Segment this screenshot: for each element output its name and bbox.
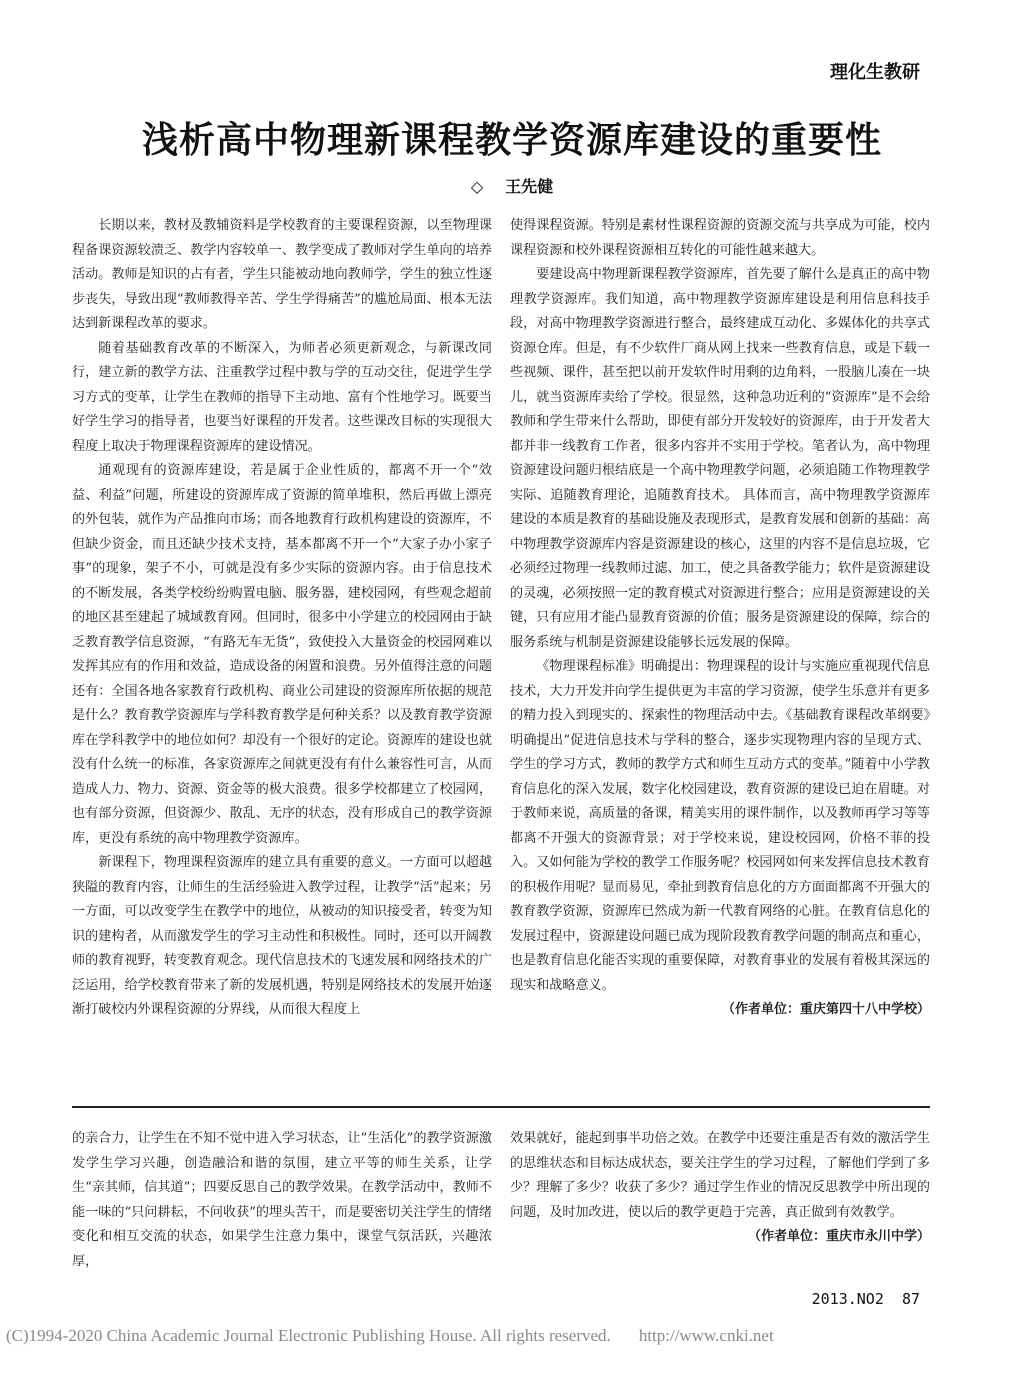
paragraph: 效果就好，能起到事半功倍之效。在教学中还要注重是否有效的激活学生的思维状态和目标达成状态，要关注学生的学习过程，了解他们学到了多少？理解了多少？收获了多少？通过学生作业的情况反思教学中所出现的问题，及时加改进，使以后的教学更趋于完善，真正做到有效教学。	[510, 1131, 930, 1220]
author-affiliation: （作者单位：重庆第四十八中学校）	[721, 1002, 930, 1017]
author-name: 王先健	[505, 177, 554, 196]
paragraph: 要建设高中物理新课程教学资源库，首先要了解什么是真正的高中物理教学资源库。我们知道，高中物理教学资源库建设是利用信息科技手段，对高中物理教学资源进行整合，最终建成互动化、多媒体化的共享式资源仓库。但是，有不少软件厂商从网上找来一些教育信息，或是下载一些视频、课件，甚至把以前开发软件时用剩的边角料，一股脑儿凑在一块儿，就当资源库卖给了学校。很显然，这种急功近利的“资源库”是不会给教师和学生带来什么帮助，即使有部分开发较好的资源库，由于开发者大都并非一线教育工作者，很多内容并不实用于学校。笔者认为，高中物理资源建设问题归根结底是一个高中物理教学问题，必须追随工作物理教学实际、追随教育理论，追随教育技术。 具体而言，高中物理教学资源库建设的本质是教育的基础设施及表现形式，是教育发展和创新的基础：高中物理教学资源库内容是资源建设的核心，这里的内容不是信息垃圾，它必须经过物理一线教师过滤、加工，使之具备教学能力；软件是资源建设的灵魂，必须按照一定的教育模式对资源进行整合；应用是资源建设的关键，只有应用才能凸显教育资源的价值；服务是资源建设的保障，综合的服务系统与机制是资源建设能够长远发展的保障。	[510, 267, 930, 650]
author-affiliation: （作者单位：重庆市永川中学）	[747, 1229, 930, 1244]
page-number: 87	[901, 1290, 920, 1308]
article-title: 浅析高中物理新课程教学资源库建设的重要性	[141, 120, 882, 161]
prev-article-column-right	[510, 1127, 930, 1250]
paragraph: 随着基础教育改革的不断深入，为师者必须更新观念，与新课改同行，建立新的教学方法、注重教学过程中教与学的互动交往，促进学生学习方式的变革，让学生在教师的指导下主动地、富有个性地学习。既要当好学生学习的指导者，也要当好课程的开发者。这些课改目标的实现很大程度上取决于物理课程资源库的建设情况。	[72, 340, 492, 454]
paragraph: 新课程下，物理课程资源库的建立具有重要的意义。一方面可以超越狭隘的教育内容，让师生的生活经验进入教学过程，让教学“活”起来；另一方面，可以改变学生在教学中的地位，从被动的知识接受者，转变为知识的建构者，从而激发学生的学习主动性和积极性。同时，还可以开阔教师的教育视野，转变教育观念。现代信息技术的飞速发展和网络技术的广泛运用，给学校教育带来了新的发展机遇，特别是网络技术的发展开始逐渐打破校内外课程资源的分界线，从而很大程度上	[72, 855, 492, 1017]
article-column-left	[72, 214, 492, 1023]
paragraph: 长期以来，教材及教辅资料是学校教育的主要课程资源，以至物理课程备课资源较溃乏、教学内容较单一、教学变成了教师对学生单向的培养活动。教师是知识的占有者，学生只能被动地向教师学，学生的独立性逐步丧失，导致出现“教师教得辛苦、学生学得痛苦”的尴尬局面、根本无法达到新课程改革的要求。	[72, 218, 492, 331]
section-divider	[72, 1106, 930, 1108]
section-tag: 理化生教研	[830, 62, 920, 83]
paragraph: 使得课程资源。特别是素材性课程资源的资源交流与共享成为可能，校内课程资源和校外课程资源相互转化的可能性越来越大。	[510, 218, 930, 258]
issue-number: 2013.NO2	[811, 1290, 884, 1308]
copyright-watermark	[6, 1326, 774, 1346]
copyright-text: (C)1994-2020 China Academic Journal Electronic Publishing House. All rights reserved.	[6, 1326, 611, 1345]
diamond-icon: ◇	[470, 177, 484, 196]
paragraph: 通观现有的资源库建设，若是属于企业性质的，都离不开一个“效益、利益”问题，所建设的资源库成了资源的简单堆积，然后再做上漂亮的外包装，就作为产品推向市场；而各地教育行政机构建设的资源库，不但缺少资金，而且还缺少技术支持，基本都离不开一个“大家子办小家子事”的现象，架子不小，可就是没有多少实际的资源内容。由于信息技术的不断发展，各类学校纷纷购置电脑、服务器，建校园网，有些观念超前的地区甚至建起了城域教育网。但同时，很多中小学建立的校园网由于缺乏教育教学信息资源，“有路无车无货”，致使投入大量资金的校园网难以发挥其应有的作用和效益，造成设备的闲置和浪费。另外值得注意的问题还有：全国各地各家教育行政机构、商业公司建设的资源库所依据的规范是什么？教育教学资源库与学科教育教学是何种关系？以及教育教学资源库在学科教学中的地位如何？却没有一个很好的定论。资源库的建设也就没有什么统一的标准，各家资源库之间就更没有有什么兼容性可言，从而造成人力、物力、资源、资金等的极大浪费。很多学校都建立了校园网，也有部分资源，但资源少、散乱、无序的状态，没有形成自己的教学资源库，更没有系统的高中物理教学资源库。	[72, 463, 492, 846]
prev-article-column-left	[72, 1127, 492, 1274]
author-line	[0, 174, 1024, 197]
page-footer	[812, 1290, 920, 1308]
cnki-url: http://www.cnki.net	[638, 1326, 774, 1345]
paragraph: 《物理课程标准》明确提出：物理课程的设计与实施应重视现代信息技术，大力开发并向学生提供更为丰富的学习资源，使学生乐意并有更多的精力投入到现实的、探索性的物理活动中去。《基础教育课程改革纲要》明确提出“促进信息技术与学科的整合，逐步实现物理内容的呈现方式、学生的学习方式，教师的教学方式和师生互动方式的变革。”随着中小学教育信息化的深入发展，数字化校园建设，教育资源的建设已迫在眉睫。对于教师来说，高质量的备课，精美实用的课件制作，以及教师再学习等等都离不开强大的资源背景；对于学校来说，建设校园网，价格不菲的投入。又如何能为学校的教学工作服务呢？校园网如何来发挥信息技术教育的积极作用呢？显而易见，牵扯到教育信息化的方方面面都离不开强大的教育教学资源，资源库已然成为新一代教育网络的心脏。在教育信息化的发展过程中，资源建设问题已成为现阶段教育教学问题的制高点和重心，也是教育信息化能否实现的重要保障，对教育事业的发展有着极其深远的现实和战略意义。	[510, 659, 930, 993]
article-column-right	[510, 214, 930, 1023]
paragraph: 的亲合力，让学生在不知不觉中进入学习状态，让“生活化”的教学资源激发学生学习兴趣，创造融洽和谐的氛围，建立平等的师生关系，让学生“亲其师，信其道”；四要反思自己的教学效果。在教学活动中，教师不能一味的“只问耕耘，不问收获”的埋头苦干，而是要密切关注学生的情绪变化和相互交流的状态，如果学生注意力集中，课堂气氛活跃，兴趣浓厚，	[72, 1131, 492, 1269]
